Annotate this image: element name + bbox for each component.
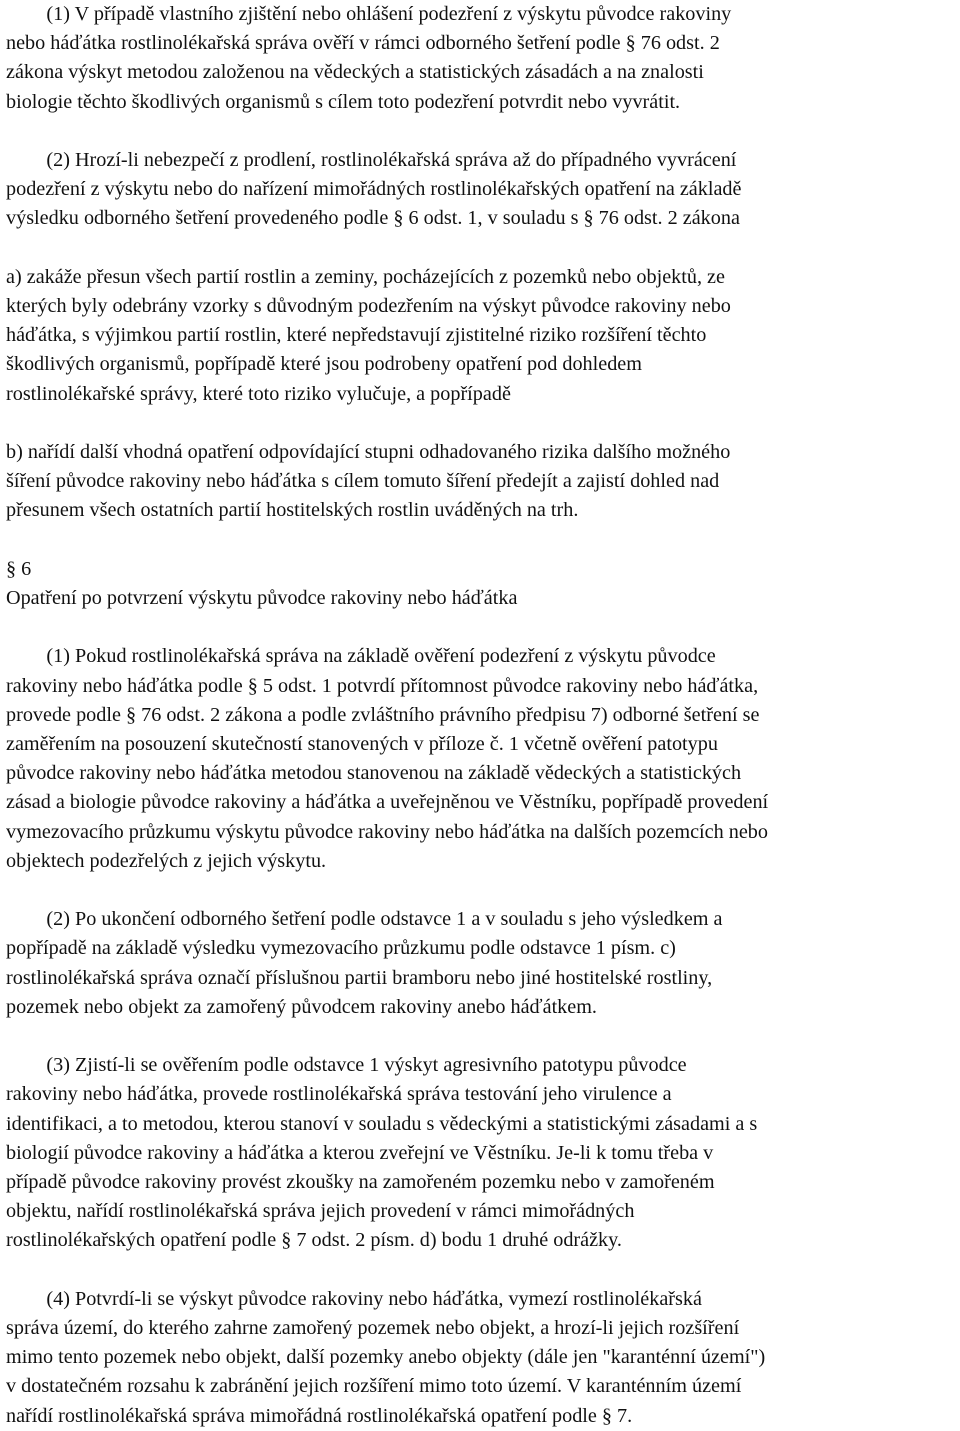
section-6-paragraph-3 bbox=[6, 1051, 954, 1255]
paragraph-gap bbox=[6, 117, 954, 146]
text-line: (2) Hrozí-li nebezpečí z prodlení, rostlinolékařská správa až do případného vyvrácení bbox=[6, 149, 737, 171]
text-line: rostlinolékařská správa označí příslušnou partii bramboru nebo jiné hostitelské rostliny, bbox=[6, 966, 713, 989]
text-line: rakoviny nebo háďátka podle § 5 odst. 1 potvrdí přítomnost původce rakoviny nebo háďátka, bbox=[6, 674, 759, 697]
paragraph-1 bbox=[6, 0, 954, 117]
text-line: rostlinolékařských opatření podle § 7 odst. 2 písm. d) bodu 1 druhé odrážky. bbox=[6, 1229, 622, 1252]
text-line: nebo háďátka rostlinolékařská správa ověří v rámci odborného šetření podle § 76 odst. 2 bbox=[6, 32, 720, 55]
text-line: vymezovacího průzkumu výskytu původce rakoviny nebo háďátka na dalších pozemcích nebo bbox=[6, 820, 768, 843]
text-line: (3) Zjistí-li se ověřením podle odstavce 1 výskyt agresivního patotypu původce bbox=[6, 1054, 687, 1077]
text-line: (1) Pokud rostlinolékařská správa na základě ověření podezření z výskytu původce bbox=[6, 645, 716, 668]
text-line: škodlivých organismů, popřípadě které jsou podrobeny opatření pod dohledem bbox=[6, 353, 642, 376]
text-line: § 6 bbox=[6, 557, 32, 580]
section-6-paragraph-4 bbox=[6, 1285, 954, 1431]
text-line: (1) V případě vlastního zjištění nebo ohlášení podezření z výskytu původce rakoviny bbox=[6, 3, 732, 25]
text-line: a) zakáže přesun všech partií rostlin a zeminy, pocházejících z pozemků nebo objektů, ze bbox=[6, 265, 725, 288]
list-item-b bbox=[6, 438, 954, 526]
document-page bbox=[6, 0, 954, 1431]
text-line: objektu, nařídí rostlinolékařská správa jejich provedení v rámci mimořádných bbox=[6, 1200, 635, 1223]
text-line: provede podle § 76 odst. 2 zákona a podle zvláštního právního předpisu 7) odborné šetření se bbox=[6, 703, 760, 726]
paragraph-gap bbox=[6, 409, 954, 438]
text-line: háďátka, s výjimkou partií rostlin, které nepředstavují zjistitelné riziko rozšíření těchto bbox=[6, 324, 707, 347]
paragraph-gap bbox=[6, 876, 954, 905]
text-line: původce rakoviny nebo háďátka metodou stanovenou na základě vědeckých a statistických bbox=[6, 762, 742, 785]
text-line: Opatření po potvrzení výskytu původce rakoviny nebo háďátka bbox=[6, 587, 518, 609]
text-line: šíření původce rakoviny nebo háďátka s cílem tomuto šíření předejít a zajistí dohled nad bbox=[6, 470, 720, 493]
paragraph-gap bbox=[6, 1256, 954, 1285]
list-item-a bbox=[6, 263, 954, 409]
text-line: rostlinolékařské správy, které toto riziko vylučuje, a popřípadě bbox=[6, 382, 511, 405]
section-6-paragraph-2 bbox=[6, 905, 954, 1022]
text-line: zákona výskyt metodou založenou na vědeckých a statistických zásadách a na znalosti bbox=[6, 61, 704, 84]
text-line: mimo tento pozemek nebo objekt, další pozemky anebo objekty (dále jen "karanténní území") bbox=[6, 1346, 766, 1369]
text-line: biologií původce rakoviny a háďátka a kterou zveřejní ve Věstníku. Je-li k tomu třeba v bbox=[6, 1141, 714, 1164]
section-number bbox=[6, 555, 954, 584]
text-line: rakoviny nebo háďátka, provede rostlinolékařská správa testování jeho virulence a bbox=[6, 1083, 672, 1106]
text-line: v dostatečném rozsahu k zabránění jejich rozšíření mimo toto území. V karanténním území bbox=[6, 1375, 742, 1398]
text-line: biologie těchto škodlivých organismů s cílem toto podezření potvrdit nebo vyvrátit. bbox=[6, 90, 681, 113]
text-line: případě původce rakoviny provést zkoušky na zamořeném pozemku nebo v zamořeném bbox=[6, 1171, 715, 1194]
text-line: pozemek nebo objekt za zamořený původcem rakoviny anebo háďátkem. bbox=[6, 995, 597, 1018]
text-line: (2) Po ukončení odborného šetření podle odstavce 1 a v souladu s jeho výsledkem a bbox=[6, 908, 723, 931]
paragraph-gap bbox=[6, 613, 954, 642]
paragraph-gap bbox=[6, 1022, 954, 1051]
text-line: identifikaci, a to metodou, kterou stanoví v souladu s vědeckými a statistickými zásadami a s bbox=[6, 1112, 758, 1135]
text-line: (4) Potvrdí-li se výskyt původce rakoviny nebo háďátka, vymezí rostlinolékařská bbox=[6, 1287, 702, 1310]
text-line: výsledku odborného šetření provedeného podle § 6 odst. 1, v souladu s § 76 odst. 2 zákona bbox=[6, 207, 740, 230]
text-line: nařídí rostlinolékařská správa mimořádná rostlinolékařská opatření podle § 7. bbox=[6, 1404, 633, 1427]
paragraph-gap bbox=[6, 526, 954, 555]
text-line: přesunem všech ostatních partií hostitelských rostlin uváděných na trh. bbox=[6, 499, 579, 522]
text-line: b) nařídí další vhodná opatření odpovídající stupni odhadovaného rizika dalšího možného bbox=[6, 441, 731, 463]
section-6-paragraph-1 bbox=[6, 642, 954, 876]
text-line: kterých byly odebrány vzorky s důvodným podezřením na výskyt původce rakoviny nebo bbox=[6, 295, 731, 317]
paragraph-2 bbox=[6, 146, 954, 234]
text-line: zásad a biologie původce rakoviny a háďátka a uveřejněnou ve Věstníku, popřípadě provedení bbox=[6, 791, 769, 814]
text-line: správa území, do kterého zahrne zamořený pozemek nebo objekt, a hrozí-li jejich rozšíření bbox=[6, 1317, 740, 1340]
text-line: zaměřením na posouzení skutečností stanovených v příloze č. 1 včetně ověření patotypu bbox=[6, 733, 718, 755]
text-line: objektech podezřelých z jejich výskytu. bbox=[6, 849, 327, 872]
paragraph-gap bbox=[6, 234, 954, 263]
text-line: podezření z výskytu nebo do nařízení mimořádných rostlinolékařských opatření na základě bbox=[6, 178, 742, 201]
section-title bbox=[6, 584, 954, 613]
text-line: popřípadě na základě výsledku vymezovacího průzkumu podle odstavce 1 písm. c) bbox=[6, 937, 676, 960]
